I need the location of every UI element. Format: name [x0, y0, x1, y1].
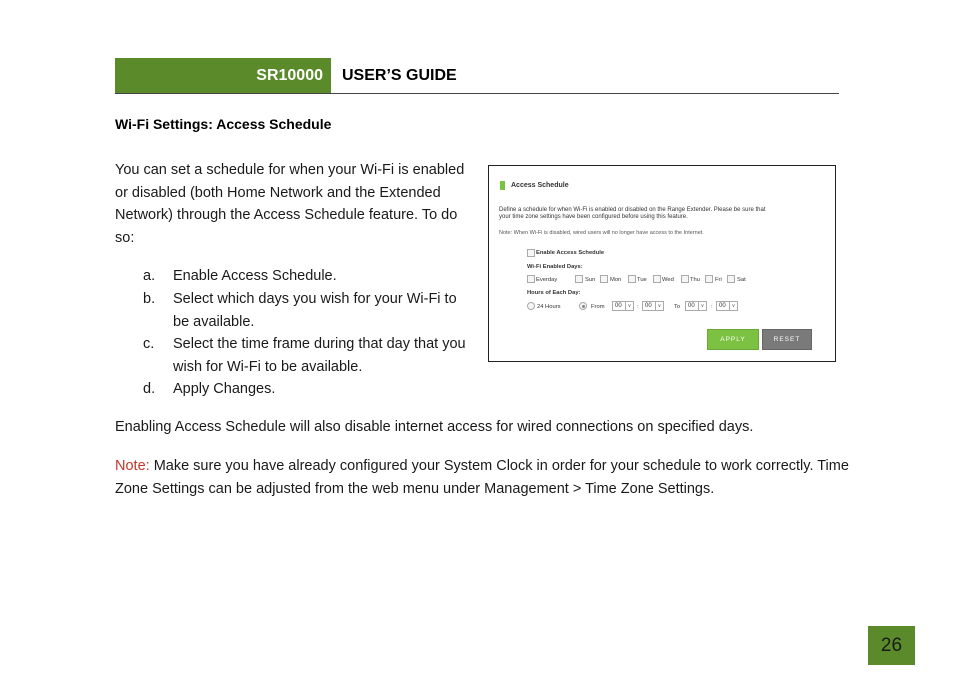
screenshot-desc-line2: your time zone settings have been configured before using this feature.: [499, 214, 688, 220]
radio-24-hours-label: 24 Hours: [537, 304, 561, 310]
step-mark: d.: [143, 381, 156, 397]
day-label: Sun: [585, 277, 596, 283]
time-colon: :: [637, 304, 639, 310]
access-schedule-screenshot: [488, 165, 836, 362]
from-label: From: [591, 304, 605, 310]
section-title: Wi-Fi Settings: Access Schedule: [115, 116, 332, 132]
day-label: Tue: [637, 277, 647, 283]
intro-paragraph: You can set a schedule for when your Wi-Fi is enabled or disabled (both Home Network and the Extended Network) through the Access Schedule feature. To do so:: [115, 162, 465, 247]
reset-button[interactable]: RESET: [762, 329, 812, 350]
note-label: Note:: [115, 458, 150, 474]
day-checkbox-tue[interactable]: [628, 275, 636, 283]
days-heading: Wi-Fi Enabled Days:: [527, 264, 583, 270]
header-rule: [115, 93, 839, 94]
radio-from[interactable]: [579, 302, 587, 310]
radio-24-hours[interactable]: [527, 302, 535, 310]
screenshot-desc-line1: Define a schedule for when Wi-Fi is enabled or disabled on the Range Extender. Please be sure that: [499, 207, 766, 213]
step-text: Enable Access Schedule.: [173, 268, 337, 284]
day-checkbox-sat[interactable]: [727, 275, 735, 283]
note-paragraph: [115, 455, 855, 500]
day-checkbox-fri[interactable]: [705, 275, 713, 283]
step-text: Apply Changes.: [173, 381, 276, 397]
enable-schedule-label: Enable Access Schedule: [536, 250, 605, 256]
from-minute-value: 00: [645, 303, 652, 309]
section-marker-icon: [500, 181, 505, 190]
to-hour-value: 00: [688, 303, 695, 309]
chevron-down-icon: ∨: [625, 302, 633, 310]
header-title: USER’S GUIDE: [342, 67, 457, 84]
enable-schedule-checkbox[interactable]: [527, 249, 535, 257]
step-c: [143, 333, 473, 378]
screenshot-note: Note: When Wi-Fi is disabled, wired users will no longer have access to the Internet.: [499, 230, 704, 236]
to-label: To: [674, 304, 681, 310]
step-mark: a.: [143, 268, 156, 284]
day-label: Fri: [715, 277, 722, 283]
from-hour-select[interactable]: [612, 301, 634, 311]
to-hour-select[interactable]: [685, 301, 707, 311]
from-minute-select[interactable]: [642, 301, 664, 311]
day-label: Mon: [610, 277, 622, 283]
time-colon: :: [711, 304, 713, 310]
screenshot-title: Access Schedule: [511, 182, 569, 189]
wired-warning-paragraph: Enabling Access Schedule will also disable internet access for wired connections on specified days.: [115, 419, 754, 435]
day-checkbox-mon[interactable]: [600, 275, 608, 283]
step-mark: c.: [143, 336, 155, 352]
hours-heading: Hours of Each Day:: [527, 290, 581, 296]
day-label: Wed: [662, 277, 674, 283]
day-checkbox-everday[interactable]: [527, 275, 535, 283]
day-checkbox-wed[interactable]: [653, 275, 661, 283]
day-label: Thu: [690, 277, 700, 283]
step-text: Select the time frame during that day that you wish for Wi-Fi to be available.: [173, 336, 466, 375]
to-minute-select[interactable]: [716, 301, 738, 311]
step-a: [143, 265, 473, 288]
header-model: SR10000: [256, 67, 323, 84]
step-b: [143, 288, 473, 333]
day-checkbox-sun[interactable]: [575, 275, 583, 283]
to-minute-value: 00: [719, 303, 726, 309]
note-text: Make sure you have already configured your System Clock in order for your schedule to work correctly. Time Zone Settings can be adjusted from the web menu under Management > Time Zone Settings.: [115, 458, 849, 497]
apply-button[interactable]: APPLY: [707, 329, 759, 350]
chevron-down-icon: ∨: [698, 302, 706, 310]
step-text: Select which days you wish for your Wi-Fi to be available.: [173, 291, 457, 330]
chevron-down-icon: ∨: [655, 302, 663, 310]
step-mark: b.: [143, 291, 156, 307]
day-label: Everday: [536, 277, 558, 283]
page-number: 26: [880, 635, 903, 656]
from-hour-value: 00: [615, 303, 622, 309]
day-label: Sat: [737, 277, 746, 283]
chevron-down-icon: ∨: [729, 302, 737, 310]
day-checkbox-thu[interactable]: [681, 275, 689, 283]
step-d: [143, 378, 473, 401]
